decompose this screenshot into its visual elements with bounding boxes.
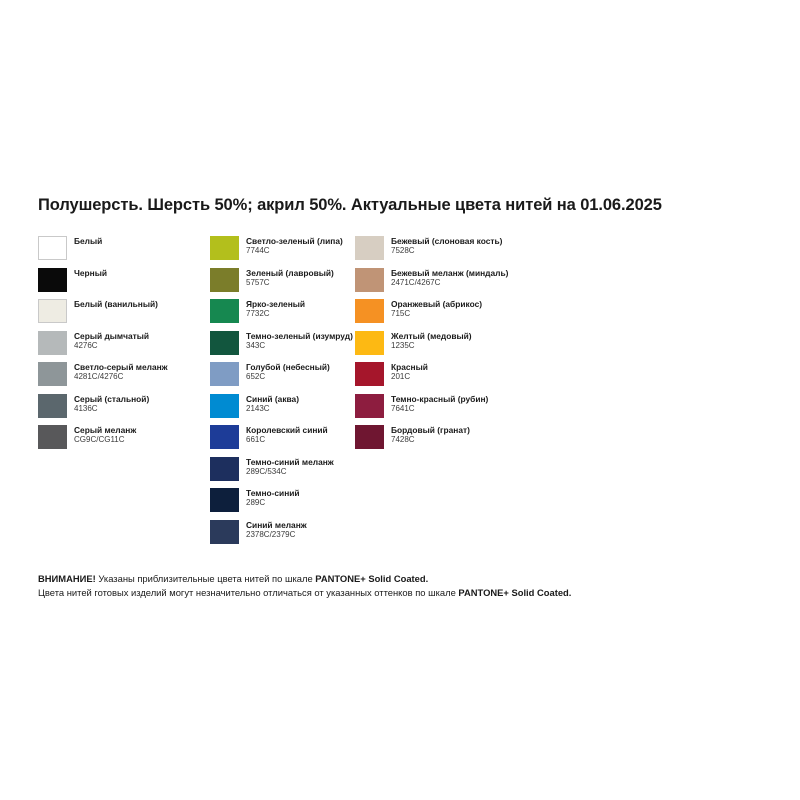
color-labels [246, 425, 328, 445]
color-code: 4136C [74, 403, 98, 413]
color-name: Серый меланж [74, 425, 137, 435]
color-name: Белый (ванильный) [74, 299, 158, 309]
color-code: 7744C [246, 246, 270, 256]
color-chip [355, 299, 384, 323]
footer-pantone-ref-1: PANTONE+ Solid Coated. [315, 573, 429, 584]
color-name: Синий меланж [246, 519, 307, 530]
swatch-column-3 [355, 236, 555, 551]
color-chip [355, 331, 384, 355]
color-code: CG9C/CG11C [74, 435, 125, 445]
color-code: 5757C [246, 277, 270, 287]
footer-line-2 [38, 586, 738, 600]
color-chip [210, 457, 239, 481]
color-chip [38, 268, 67, 292]
color-swatch-row [210, 268, 355, 300]
color-name: Серый (стальной) [74, 393, 150, 404]
color-chip [210, 362, 239, 386]
color-swatch-row [210, 299, 355, 331]
color-chip [355, 236, 384, 260]
color-labels [391, 362, 428, 382]
color-name: Белый [74, 236, 103, 246]
color-labels [391, 236, 502, 256]
color-chip [38, 394, 67, 418]
color-swatch-row [210, 394, 355, 426]
color-code: 2471C/4267C [391, 277, 441, 287]
color-labels [246, 457, 334, 477]
color-code: 2143C [246, 403, 270, 413]
footer-pantone-ref-2: PANTONE+ Solid Coated. [458, 587, 572, 599]
swatch-columns [38, 236, 758, 551]
color-name: Желтый (медовый) [391, 330, 472, 341]
color-name: Темно-синий меланж [246, 456, 334, 467]
swatch-column-1 [38, 236, 210, 551]
color-code: 7528C [391, 246, 415, 256]
color-swatch-row [38, 299, 210, 331]
color-chip [38, 362, 67, 386]
color-swatch-row [210, 488, 355, 520]
color-swatch-row [210, 362, 355, 394]
page-title: Полушерсть. Шерсть 50%; акрил 50%. Актуальные цвета нитей на 01.06.2025 [38, 196, 662, 214]
color-code: 7428C [391, 435, 415, 445]
color-name: Зеленый (лавровый) [246, 267, 334, 278]
color-code: 1235C [391, 340, 415, 350]
footer-line-2-start: Цвета нитей готовых изделий могут незначительно отличаться от указанных оттенков по шкале [38, 587, 459, 599]
color-name: Серый дымчатый [74, 330, 150, 341]
color-name: Оранжевый (абрикос) [391, 299, 483, 309]
color-name: Темно-зеленый (изумруд) [246, 330, 353, 341]
color-chip [210, 425, 239, 449]
color-labels [74, 331, 149, 351]
color-labels [74, 425, 136, 445]
color-labels [246, 299, 305, 319]
color-name: Бордовый (гранат) [391, 425, 470, 435]
color-name: Голубой (небесный) [246, 362, 330, 372]
color-labels [391, 425, 470, 445]
color-swatch-row [355, 299, 555, 331]
color-swatch-row [210, 520, 355, 552]
color-chip [38, 236, 67, 260]
color-code: 7732C [246, 309, 270, 319]
color-name: Темно-синий [246, 488, 300, 498]
color-swatch-row [38, 268, 210, 300]
color-chip [38, 331, 67, 355]
color-swatch-row [210, 457, 355, 489]
footer-notes [38, 572, 738, 600]
color-labels [391, 268, 508, 288]
color-name: Бежевый меланж (миндаль) [391, 267, 509, 278]
color-labels [74, 268, 107, 279]
footer-line-1-mid: Указаны приблизительные цвета нитей по шкале [95, 573, 316, 584]
color-code: 715C [391, 309, 411, 319]
color-swatch-row [38, 425, 210, 457]
footer-line-1 [38, 572, 738, 586]
color-name: Темно-красный (рубин) [391, 393, 489, 404]
color-chip [38, 299, 67, 323]
color-code: 4276C [74, 340, 98, 350]
color-labels [246, 488, 300, 508]
color-code: 652C [246, 372, 266, 382]
color-name: Ярко-зеленый [246, 299, 306, 309]
color-swatch-row [38, 394, 210, 426]
color-chip [210, 268, 239, 292]
color-swatch-row [355, 425, 555, 457]
color-labels [246, 520, 307, 540]
color-swatch-row [38, 236, 210, 268]
color-swatch-row [210, 425, 355, 457]
color-chip [355, 425, 384, 449]
color-code: 343C [246, 340, 266, 350]
color-code: 289C/534C [246, 466, 287, 476]
color-code: 661C [246, 435, 266, 445]
color-chip [355, 362, 384, 386]
color-labels [74, 299, 158, 310]
color-chip [355, 394, 384, 418]
color-swatch-row [38, 331, 210, 363]
color-name: Королевский синий [246, 425, 328, 435]
color-name: Красный [391, 362, 428, 372]
color-chip [210, 488, 239, 512]
color-name: Светло-зеленый (липа) [246, 236, 343, 246]
color-chip [38, 425, 67, 449]
color-chip [210, 394, 239, 418]
color-labels [391, 394, 488, 414]
color-labels [246, 362, 330, 382]
color-chip [210, 331, 239, 355]
color-chip [210, 236, 239, 260]
color-name: Светло-серый меланж [74, 362, 168, 372]
color-code: 4281C/4276C [74, 372, 124, 382]
color-swatch-row [355, 394, 555, 426]
color-code: 289C [246, 498, 266, 508]
color-labels [74, 362, 168, 382]
color-chip [210, 520, 239, 544]
swatch-column-2 [210, 236, 355, 551]
color-code: 2378C/2379C [246, 529, 296, 539]
color-swatch-row [355, 362, 555, 394]
color-labels [246, 236, 343, 256]
color-swatch-row [38, 362, 210, 394]
color-labels [246, 268, 334, 288]
footer-warning-word: ВНИМАНИЕ! [38, 573, 96, 584]
color-swatch-row [355, 268, 555, 300]
color-name: Синий (аква) [246, 393, 300, 404]
color-labels [74, 394, 149, 414]
color-labels [246, 394, 299, 414]
color-labels [246, 331, 353, 351]
color-code: 7641C [391, 403, 415, 413]
color-chip [210, 299, 239, 323]
color-name: Черный [74, 267, 108, 278]
color-name: Бежевый (слоновая кость) [391, 236, 503, 246]
color-labels [391, 331, 472, 351]
color-code: 201C [391, 372, 411, 382]
color-chip [355, 268, 384, 292]
color-swatch-row [355, 331, 555, 363]
color-labels [391, 299, 482, 319]
color-swatch-row [355, 236, 555, 268]
color-swatch-row [210, 331, 355, 363]
color-swatch-row [210, 236, 355, 268]
color-labels [74, 236, 102, 247]
